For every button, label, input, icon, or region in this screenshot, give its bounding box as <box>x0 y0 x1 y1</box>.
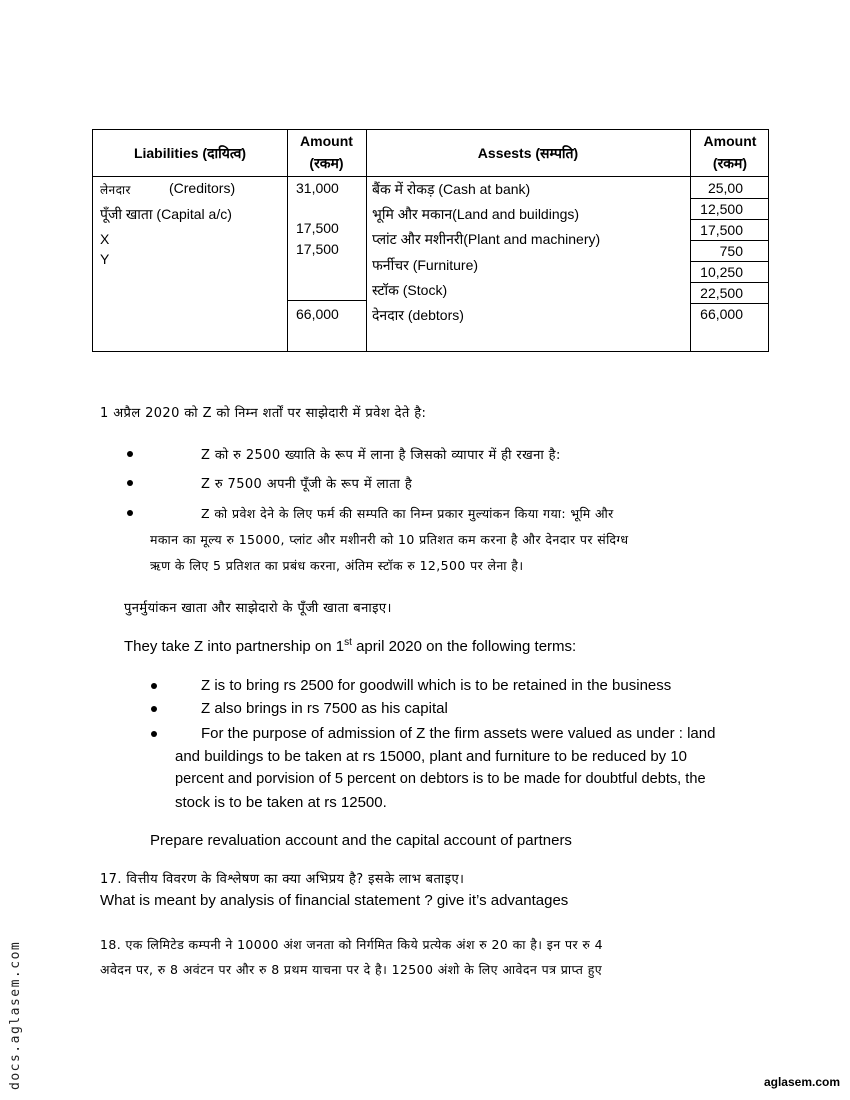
liabilities-header: Liabilities (दायित्व) <box>133 145 247 161</box>
amount-rule <box>690 282 768 283</box>
assets-total: 66,000 <box>700 306 743 322</box>
asset-plant-machinery: प्लांट और मशीनरी(Plant and machinery) <box>372 231 601 247</box>
q18-line2: अवेदन पर, रु 8 अवंटन पर और रु 8 प्रथम याचना पर दे है। 12500 अंशो के लिए आवेदन पत्र प्राप्त हुए <box>100 962 603 977</box>
amount-rule <box>690 303 768 304</box>
capital-account-label: पूँजी खाता (Capital a/c) <box>100 206 232 222</box>
asset-debtors: देनदार (debtors) <box>372 307 464 323</box>
liabilities-total: 66,000 <box>296 306 339 322</box>
hindi-bullet-3-line3: ऋण के लिए 5 प्रतिशत का प्रबंध करना, अंतिम स्टॉक रु 12,500 पर लेना है। <box>150 558 524 573</box>
asset-stock: स्टॉक (Stock) <box>372 282 448 298</box>
english-intro: They take Z into partnership on 1st april 2020 on the following terms: <box>124 637 577 655</box>
english-bullet-3-line4: stock is to be taken at rs 12500. <box>175 794 387 811</box>
hindi-intro: 1 अप्रैल 2020 को Z को निम्न शर्तों पर साझेदारी में प्रवेश देते है: <box>100 406 427 421</box>
bullet-icon <box>127 451 133 457</box>
creditors-hindi: लेनदार <box>100 183 131 197</box>
q17-english: What is meant by analysis of financial statement ? give it’s advantages <box>100 892 569 909</box>
amount-header-right: Amount <box>703 133 757 149</box>
amount-rule <box>690 219 768 220</box>
table-divider <box>366 130 367 351</box>
balance-sheet-table <box>92 129 769 352</box>
english-prepare: Prepare revaluation account and the capital account of partners <box>150 832 572 849</box>
footer-site-label: aglasem.com <box>763 1075 840 1089</box>
q17-hindi: 17. वित्तीय विवरण के विश्लेषण का क्या अभिप्रय है? इसके लाभ बताइए। <box>100 872 465 887</box>
english-bullet-3-line2: and buildings to be taken at rs 15000, plant and furniture to be reduced by 10 <box>175 748 688 765</box>
english-bullet-2: Z also brings in rs 7500 as his capital <box>201 700 448 717</box>
asset-cash-at-bank: बैंक में रोकड़ (Cash at bank) <box>372 181 531 197</box>
asset-land-buildings: भूमि और मकान(Land and buildings) <box>372 206 580 222</box>
capital-x-amount: 17,500 <box>296 220 339 236</box>
asset-amount-plant: 17,500 <box>700 222 743 238</box>
english-bullet-1: Z is to bring rs 2500 for goodwill which is to be retained in the business <box>201 677 672 694</box>
amount-rule <box>690 240 768 241</box>
assets-header: Assests (सम्पति) <box>477 145 579 161</box>
bullet-icon <box>151 683 157 689</box>
english-bullet-3-line3: percent and porvision of 5 percent on debtors is to be made for doubtful debts, the <box>175 771 706 787</box>
creditors-amount: 31,000 <box>296 180 339 196</box>
bullet-icon <box>151 706 157 712</box>
asset-furniture: फर्नीचर (Furniture) <box>372 257 479 273</box>
asset-amount-land: 12,500 <box>700 201 743 217</box>
asset-amount-cash: 25,00 <box>707 180 743 196</box>
amount-header-left: Amount <box>300 133 353 149</box>
bullet-icon <box>151 731 157 737</box>
hindi-bullet-3-line2: मकान का मूल्य रु 15000, प्लांट और मशीनरी को 10 प्रतिशत कम करना है और देनदार पर संदिग्ध <box>150 532 629 547</box>
partner-x-label: X <box>100 231 110 247</box>
partner-y-label: Y <box>100 251 110 267</box>
amount-rule <box>690 198 768 199</box>
hindi-prepare: पुनर्मुयांकन खाता और साझेदारो के पूँजी खाता बनाइए। <box>124 601 392 616</box>
creditors-english: (Creditors) <box>169 180 236 196</box>
asset-amount-debtors: 22,500 <box>700 285 743 301</box>
hindi-bullet-2: Z रु 7500 अपनी पूँजी के रूप में लाता है <box>201 477 413 492</box>
capital-y-amount: 17,500 <box>296 241 339 257</box>
header-rule <box>93 176 768 177</box>
asset-amount-furniture: 750 <box>719 243 743 259</box>
english-bullet-3-line1: For the purpose of admission of Z the firm assets were valued as under : land <box>201 725 716 742</box>
q18-line1: 18. एक लिमिटेड कम्पनी ने 10000 अंश जनता को निर्गमित किये प्रत्येक अंश रु 20 का है। इन पर रु 4 <box>100 937 603 952</box>
asset-amount-stock: 10,250 <box>700 264 743 280</box>
amount-header-left-hindi: (रकम) <box>309 155 344 171</box>
amount-header-right-hindi: (रकम) <box>712 155 748 171</box>
bullet-icon <box>127 480 133 486</box>
hindi-bullet-1: Z को रु 2500 ख्याति के रूप में लाना है जिसको व्यापार में ही रखना है: <box>201 448 561 463</box>
hindi-bullet-3-line1: Z को प्रवेश देने के लिए फर्म की सम्पति का निम्न प्रकार मुल्यांकन किया गया: भूमि और <box>201 506 614 521</box>
total-rule-left <box>287 300 366 301</box>
amount-rule <box>690 261 768 262</box>
bullet-icon <box>127 510 133 516</box>
watermark-text: docs.aglasem.com <box>8 940 23 1090</box>
